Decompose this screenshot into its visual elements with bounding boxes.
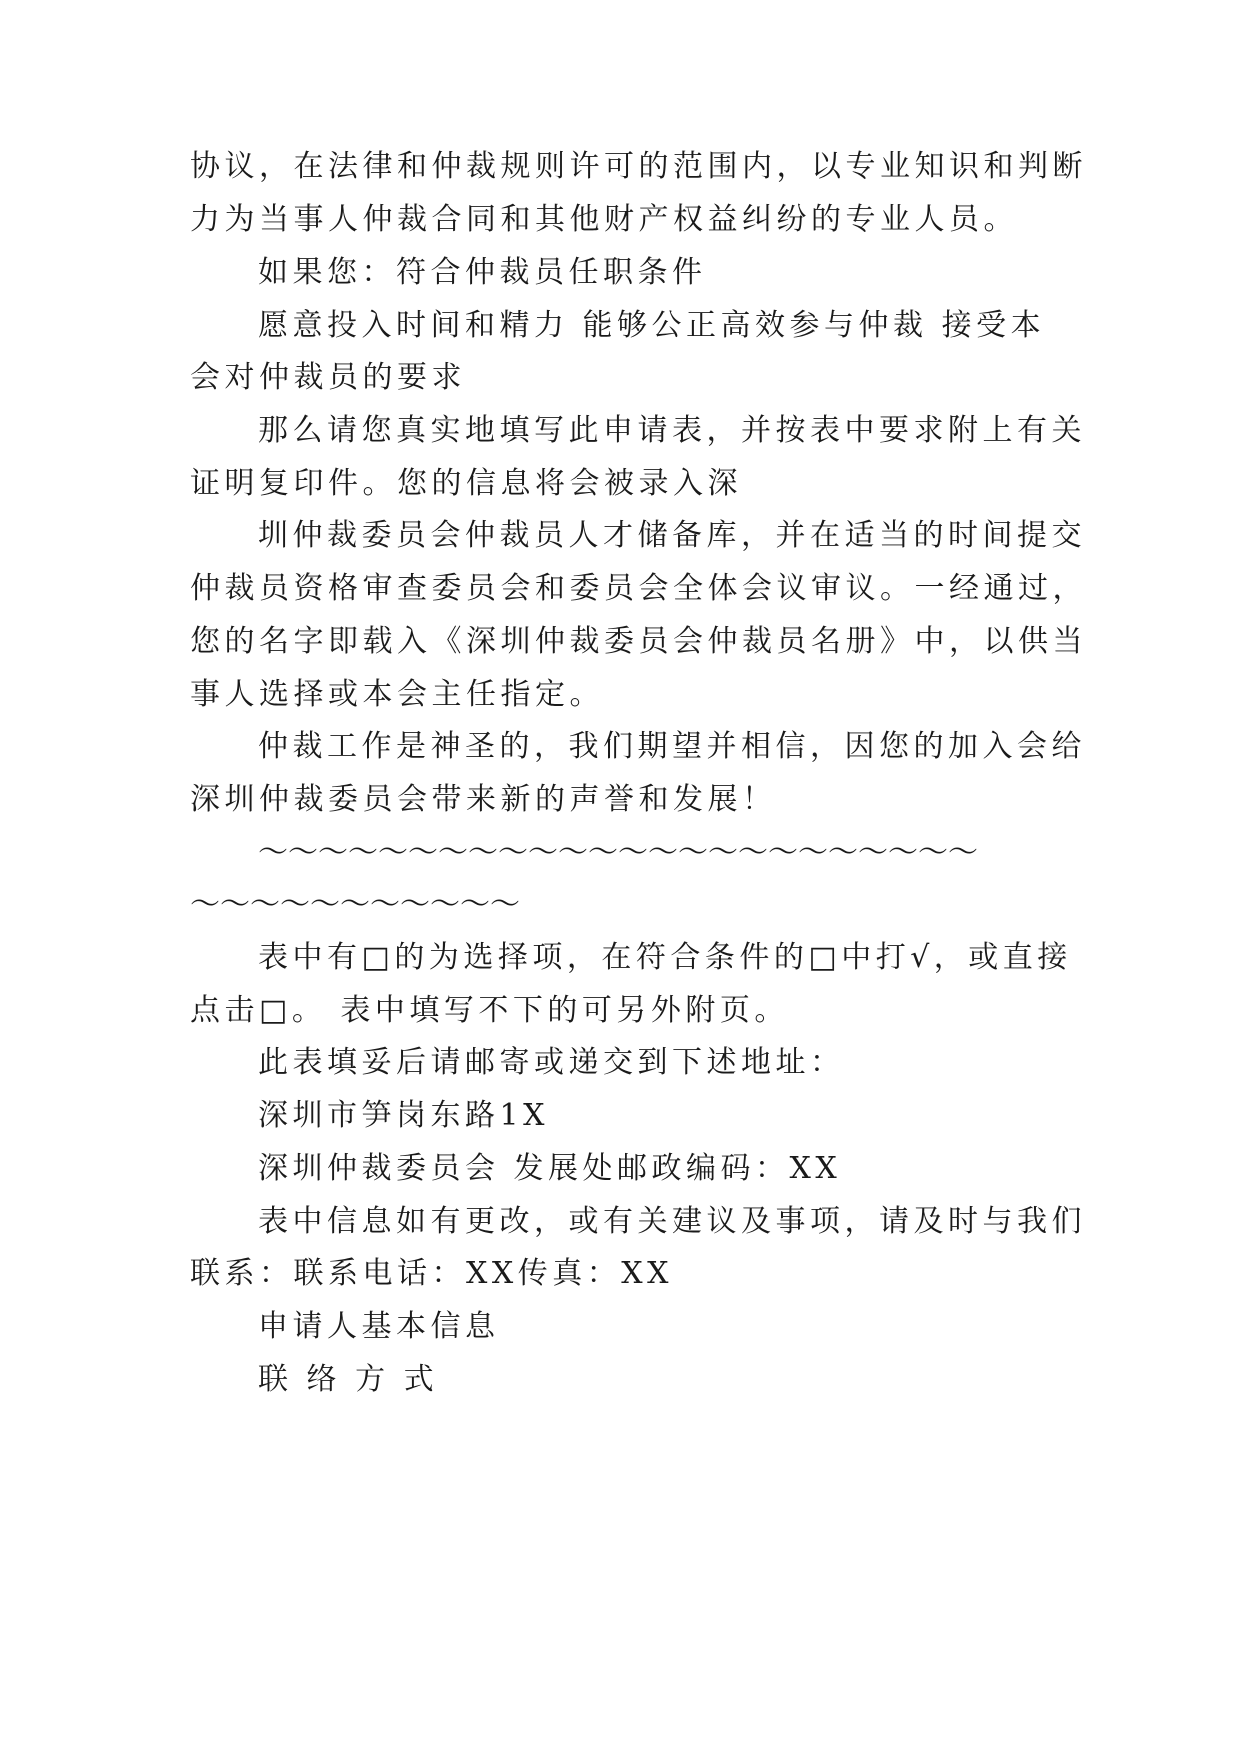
section-heading-basic-info: 申请人基本信息 — [258, 1309, 500, 1344]
paragraph-line-11: 事人选择或本会主任指定。 — [190, 677, 604, 712]
paragraph-line-5: 会对仲裁员的要求 — [190, 360, 466, 395]
paragraph-line-21: 表中信息如有更改，或有关建议及事项，请及时与我们 — [258, 1204, 1086, 1239]
paragraph-line-12: 仲裁工作是神圣的，我们期望并相信，因您的加入会给 — [258, 729, 1086, 764]
paragraph-line-17: 点击□。 表中填写不下的可另外附页。 — [190, 993, 789, 1028]
address-line: 深圳市笋岗东路1X — [258, 1098, 549, 1133]
contact-line: 联系：联系电话：XX传真：XX — [190, 1256, 673, 1291]
paragraph-line-4: 愿意投入时间和精力 能够公正高效参与仲裁 接受本 — [258, 308, 1046, 343]
paragraph-line-2: 力为当事人仲裁合同和其他财产权益纠纷的专业人员。 — [190, 202, 1018, 237]
paragraph-line-16: 表中有□的为选择项，在符合条件的□中打√，或直接 — [258, 940, 1072, 975]
paragraph-line-1: 协议，在法律和仲裁规则许可的范围内，以专业知识和判断 — [190, 149, 1087, 184]
paragraph-line-6: 那么请您真实地填写此申请表，并按表中要求附上有关 — [258, 413, 1086, 448]
paragraph-line-10: 您的名字即载入《深圳仲裁委员会仲裁员名册》中，以供当 — [190, 624, 1087, 659]
tilde-separator-1: ～～～～～～～～～～～～～～～～～～～～～～～～ — [258, 835, 978, 870]
postal-line: 深圳仲裁委员会 发展处邮政编码：XX — [258, 1151, 842, 1186]
tilde-separator-2: ～～～～～～～～～～～ — [190, 887, 520, 922]
paragraph-line-7: 证明复印件。您的信息将会被录入深 — [190, 466, 742, 501]
paragraph-line-3: 如果您：符合仲裁员任职条件 — [258, 255, 707, 290]
section-heading-contact: 联 络 方 式 — [258, 1362, 439, 1397]
paragraph-line-8: 圳仲裁委员会仲裁员人才储备库，并在适当的时间提交 — [258, 518, 1086, 553]
paragraph-line-9: 仲裁员资格审查委员会和委员会全体会议审议。一经通过， — [190, 571, 1087, 606]
paragraph-line-13: 深圳仲裁委员会带来新的声誉和发展！ — [190, 782, 777, 817]
paragraph-line-18: 此表填妥后请邮寄或递交到下述地址： — [258, 1045, 845, 1080]
